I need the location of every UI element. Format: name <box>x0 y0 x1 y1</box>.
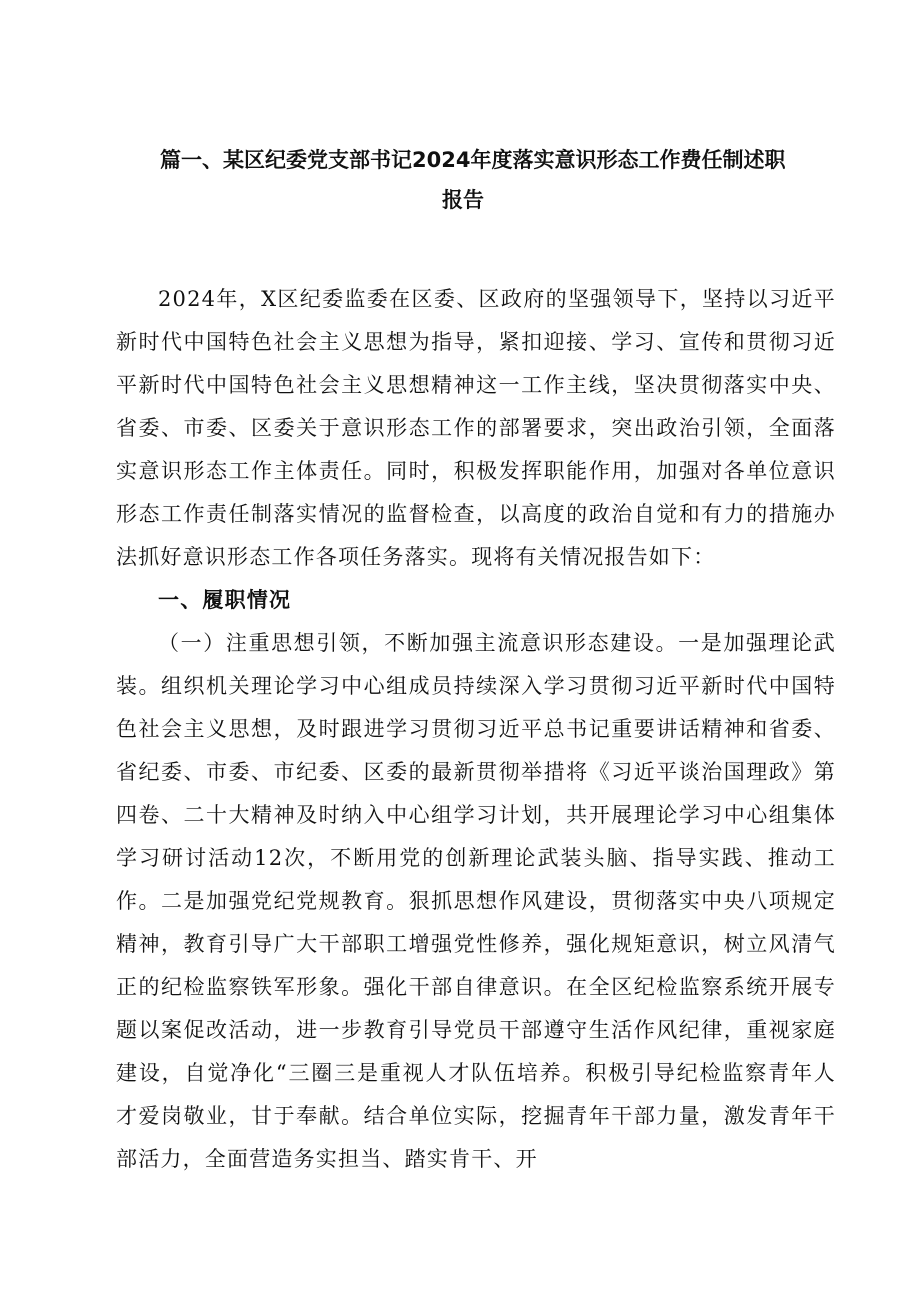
intro-paragraph: 2024年，X区纪委监委在区委、区政府的坚强领导下，坚持以习近平新时代中国特色社会主义思想为指导，紧扣迎接、学习、宣传和贯彻习近平新时代中国特色社会主义思想精神这一工作主线，坚决贯彻落实中央、省委、市委、区委关于意识形态工作的部署要求，突出政治引领，全面落实意识形态工作主体责任。同时，积极发挥职能作用，加强对各单位意识形态工作责任制落实情况的监督检查，以高度的政治自觉和有力的措施办法抓好意识形态工作各项任务落实。现将有关情况报告如下： <box>116 287 836 569</box>
body-paragraph: （一）注重思想引领，不断加强主流意识形态建设。一是加强理论武装。组织机关理论学习中心组成员持续深入学习贯彻习近平新时代中国特色社会主义思想，及时跟进学习贯彻习近平总书记重要讲话精神和省委、省纪委、市委、市纪委、区委的最新贯彻举措将《习近平谈治国理政》第四卷、二十大精神及时纳入中心组学习计划，共开展理论学习中心组集体学习研讨活动12次，不断用党的创新理论武装头脑、指导实践、推动工作。二是加强党纪党规教育。狠抓思想作风建设，贯彻落实中央八项规定精神，教育引导广大干部职工增强党性修养，强化规矩意识，树立风清气正的纪检监察铁军形象。强化干部自律意识。在全区纪检监察系统开展专题以案促改活动，进一步教育引导党员干部遵守生活作风纪律，重视家庭建设，自觉净化“三圈三是重视人才队伍培养。积极引导纪检监察青年人才爱岗敬业，甘于奉献。结合单位实际，挖掘青年干部力量，激发青年干部活力，全面营造务实担当、踏实肯干、开 <box>116 631 836 1171</box>
section-heading: 一、履职情况 <box>158 588 292 612</box>
title-line-1: 篇一、某区纪委党支部书记2024年度落实意识形态工作费任制述职 <box>160 148 786 172</box>
title-line-2: 报告 <box>442 188 484 212</box>
document-body <box>116 278 836 1181</box>
document-title <box>160 140 840 220</box>
